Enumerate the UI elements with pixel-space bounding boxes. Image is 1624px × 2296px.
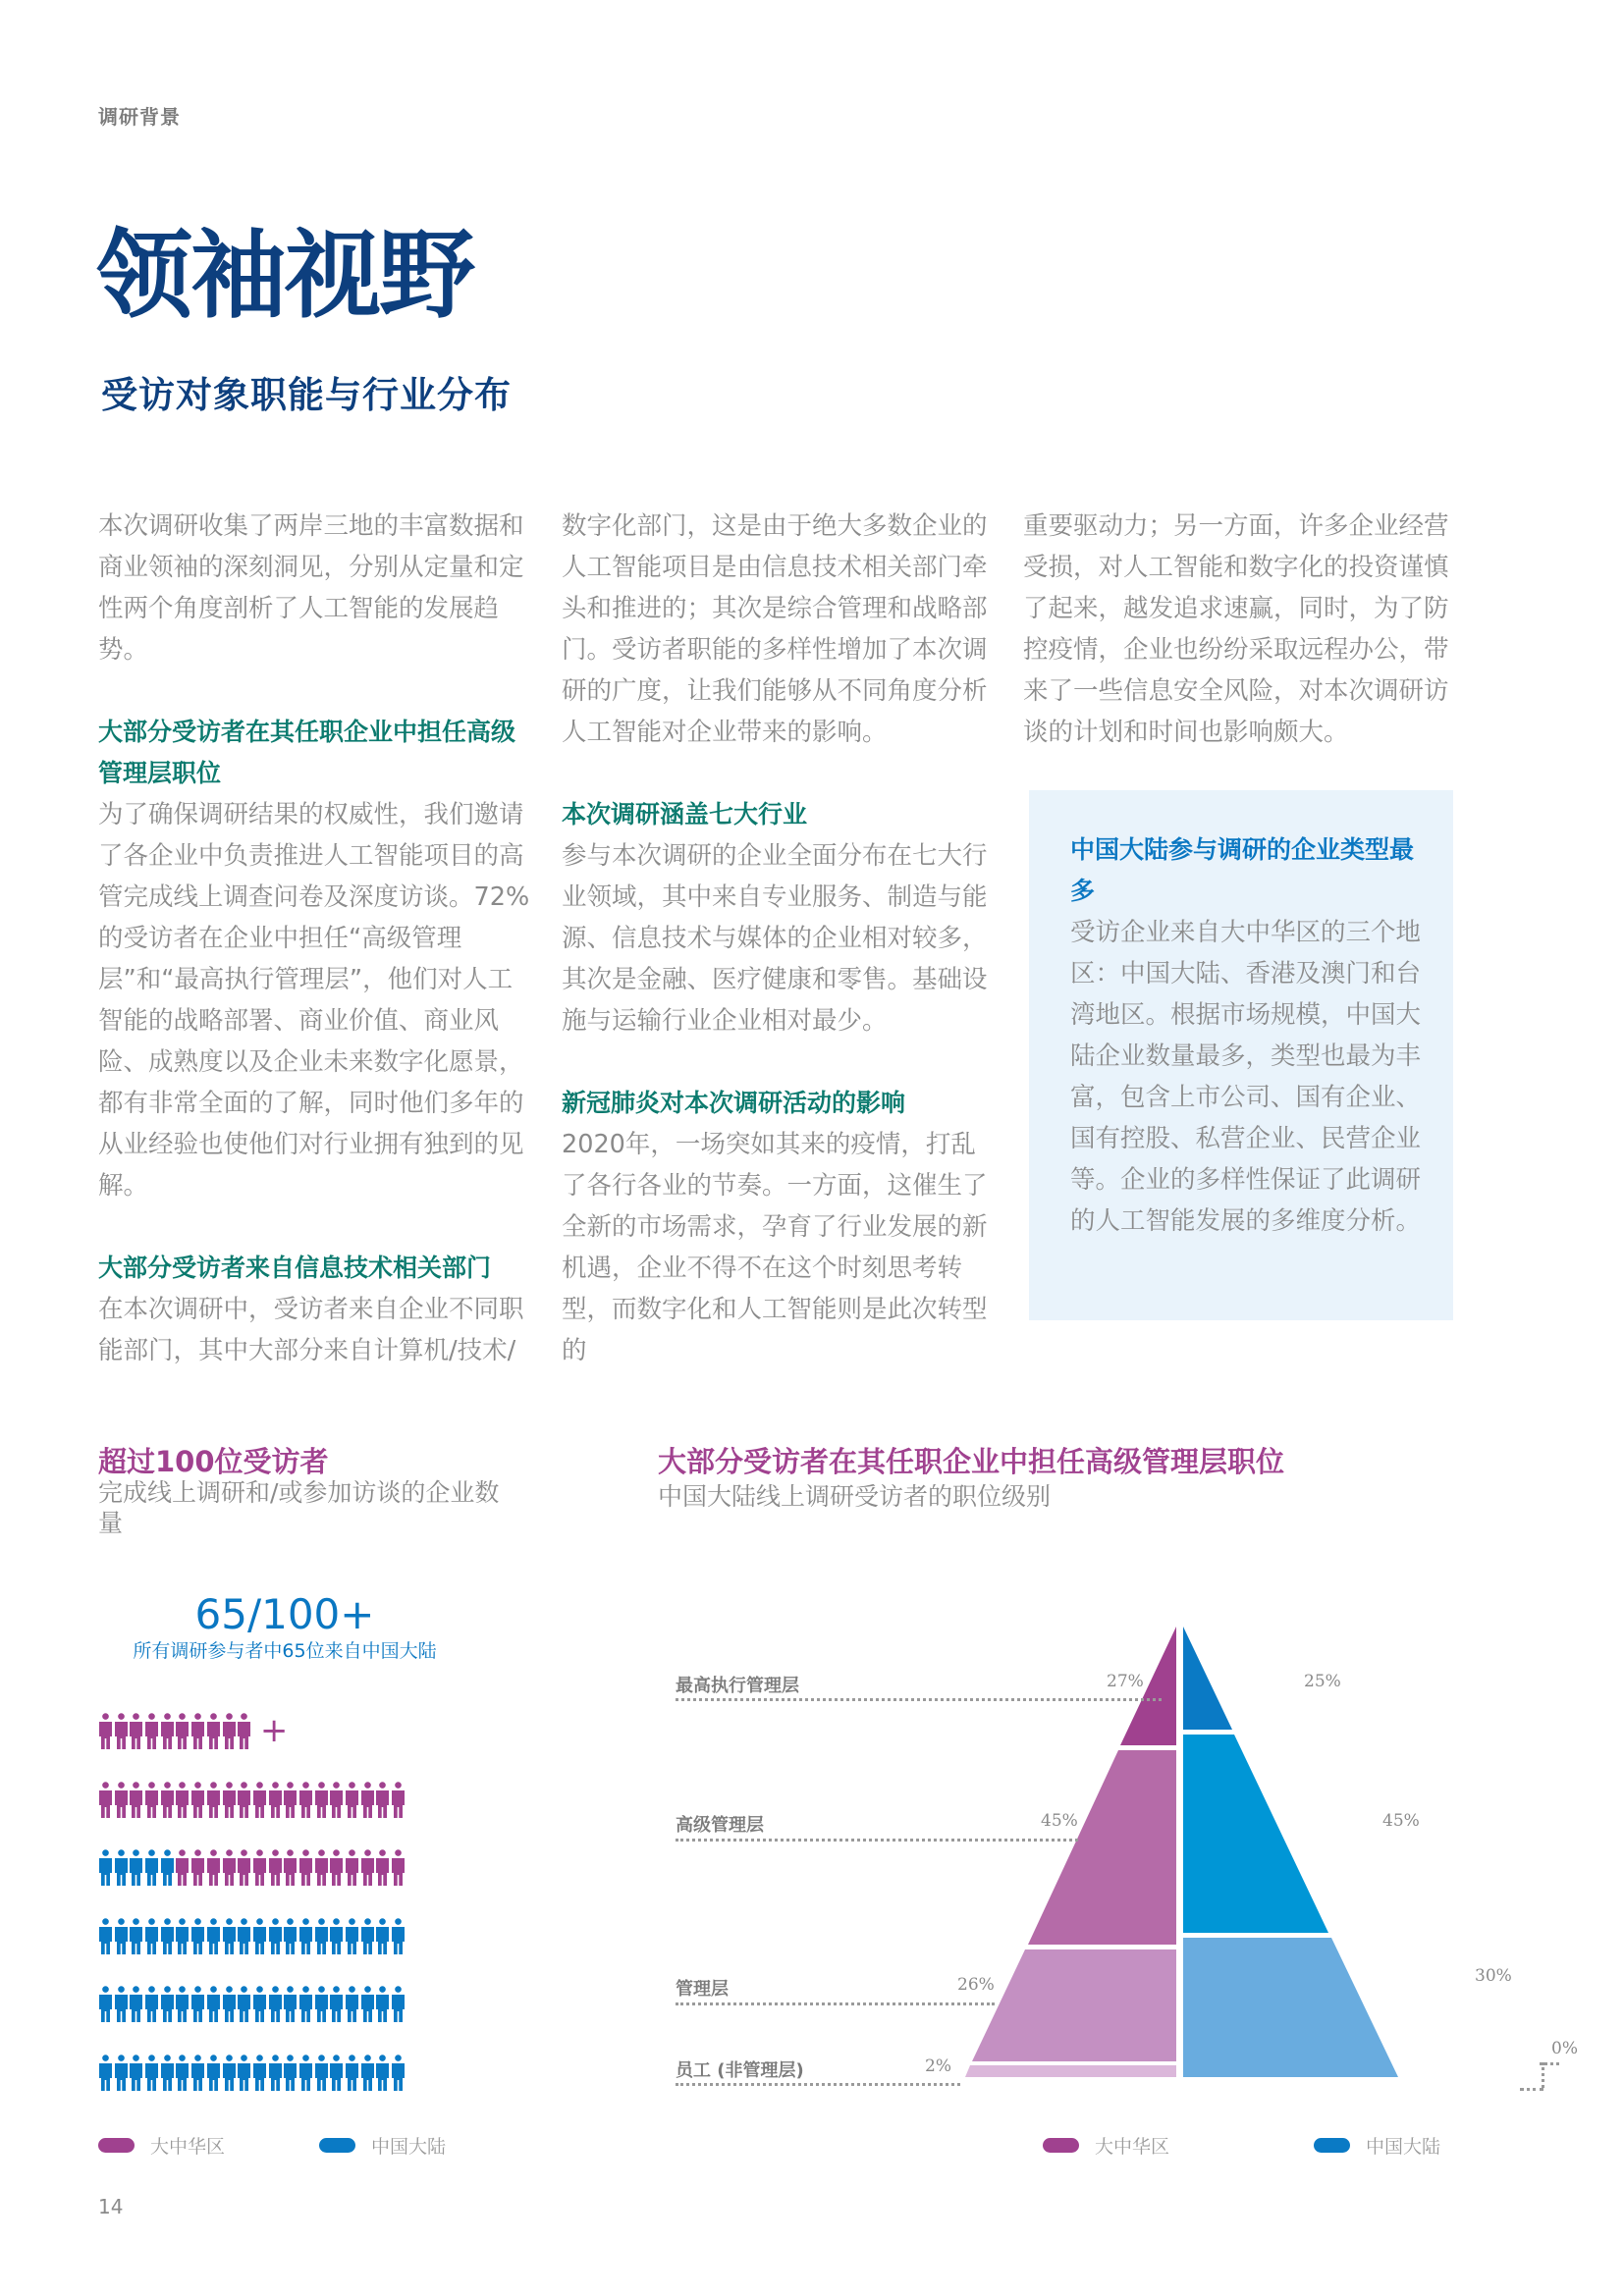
- legend-swatch-blue: [1314, 2138, 1350, 2153]
- pct-left-senior: 45%: [1041, 1811, 1078, 1831]
- legend-label: 中国大陆: [1366, 2136, 1441, 2158]
- paragraph-covid-impact: 2020年，一场突如其来的疫情，打乱了各行各业的节奏。一方面，这催生了全新的市场需求，孕育了行业发展的新机遇，企业不得不在这个时刻思考转型，而数字化和人工智能则是此次转型的: [562, 1130, 988, 1365]
- tier-leader-line: [676, 1698, 1162, 1701]
- pyramid-right-tier-1: [1183, 1627, 1232, 1730]
- pct-left-staff: 2%: [925, 2056, 951, 2076]
- pyramid-left-tier-4: [965, 2065, 1176, 2077]
- respondents-stat-caption: 所有调研参与者中65位来自中国大陆: [133, 1640, 437, 1662]
- plus-icon: +: [259, 1711, 289, 1750]
- pyramid-right-tier-3: [1183, 1938, 1398, 2077]
- pct-right-staff: 0%: [1551, 2039, 1578, 2058]
- chart-subtitle: 中国大陆线上调研受访者的职位级别: [658, 1482, 1052, 1511]
- paragraph-it-continued: 数字化部门，这是由于绝大多数企业的人工智能项目是由信息技术相关部门牵头和推进的；其次是综合管理和战略部门。受访者职能的多样性增加了本次调研的广度，让我们能够从不同角度分析人工智能对企业带来的影响。: [562, 511, 988, 747]
- paragraph-covid-continued: 重要驱动力；另一方面，许多企业经营受损，对人工智能和数字化的投资谨慎了起来，越发追求速赢，同时，为了防控疫情，企业也纷纷采取远程办公，带来了一些信息安全风险，对本次调研访谈的计划和时间也影响颇大。: [1023, 511, 1449, 747]
- pct-left-executive: 27%: [1107, 1672, 1144, 1691]
- zero-leader-line-vertical: [1542, 2062, 1544, 2088]
- heading-covid-impact: 新冠肺炎对本次调研活动的影响: [562, 1089, 906, 1117]
- legend-label: 大中华区: [1095, 2136, 1170, 2158]
- paragraph-seven-industries: 参与本次调研的企业全面分布在七大行业领域，其中来自专业服务、制造与能源、信息技术与媒体的企业相对较多，其次是金融、医疗健康和零售。基础设施与运输行业企业相对最少。: [562, 841, 988, 1036]
- pct-left-manager: 26%: [957, 1975, 995, 1995]
- heading-seven-industries: 本次调研涵盖七大行业: [562, 800, 808, 828]
- respondents-stat: 65/100+: [194, 1590, 375, 1638]
- chart-legend-greater-china: [1043, 2132, 1169, 2159]
- intro-paragraph: 本次调研收集了两岸三地的丰富数据和商业领袖的深刻洞见，分别从定量和定性两个角度剖析了人工智能的发展趋势。: [98, 511, 524, 665]
- zero-leader-line: [1520, 2088, 1543, 2091]
- heading-it-departments: 大部分受访者来自信息技术相关部门: [98, 1254, 492, 1282]
- chart-title: 大部分受访者在其任职企业中担任高级管理层职位: [658, 1445, 1285, 1478]
- legend-label: 中国大陆: [371, 2136, 447, 2158]
- heading-senior-management: 大部分受访者在其任职企业中担任高级管理层职位: [98, 718, 516, 787]
- tier-label-executive: 最高执行管理层: [676, 1676, 799, 1696]
- tier-leader-line: [676, 2083, 960, 2086]
- pyramid-left-tier-2: [1028, 1750, 1176, 1945]
- paragraph-it-departments: 在本次调研中，受访者来自企业不同职能部门，其中大部分来自计算机/技术/: [98, 1295, 524, 1365]
- page-subtitle: 受访对象职能与行业分布: [101, 374, 512, 416]
- page-number: 14: [98, 2195, 124, 2218]
- pct-right-executive: 25%: [1304, 1672, 1341, 1691]
- tier-label-manager: 管理层: [676, 1979, 729, 2000]
- tier-label-staff: 员工 (非管理层): [676, 2060, 804, 2081]
- respondents-title: 超过100位受访者: [98, 1445, 329, 1478]
- callout-title: 中国大陆参与调研的企业类型最多: [1070, 835, 1415, 905]
- pyramid-right-tier-2: [1183, 1735, 1328, 1933]
- paragraph-senior-management: 为了确保调研结果的权威性，我们邀请了各企业中负责推进人工智能项目的高管完成线上调查问卷及深度访谈。72%的受访者在企业中担任“高级管理层”和“最高执行管理层”，他们对人工智能的战略部署、商业价值、商业风险、成熟度以及企业未来数字化愿景，都有非常全面的了解，同时他们多年的从业经验也使他们对行业拥有独到的见解。: [98, 800, 530, 1201]
- chart-legend-mainland: [1314, 2132, 1440, 2159]
- tier-leader-line: [676, 1839, 1078, 1842]
- respondents-subtitle: 完成线上调研和/或参加访谈的企业数量: [98, 1478, 500, 1537]
- tier-label-senior: 高级管理层: [676, 1815, 764, 1836]
- callout-body: 受访企业来自大中华区的三个地区：中国大陆、香港及澳门和台湾地区。根据市场规模，中国大陆企业数量最多，类型也最为丰富，包含上市公司、国有企业、国有控股、私营企业、民营企业等。企业的多样性保证了此调研的人工智能发展的多维度分析。: [1070, 918, 1422, 1236]
- page-title: 领袖视野: [96, 220, 474, 332]
- tier-leader-line: [676, 2002, 995, 2005]
- pct-right-senior: 45%: [1382, 1811, 1420, 1831]
- legend-label: 大中华区: [150, 2136, 226, 2158]
- pyramid-left-tier-3: [972, 1949, 1176, 2061]
- section-label: 调研背景: [98, 105, 181, 129]
- pct-right-manager: 30%: [1475, 1966, 1512, 1986]
- legend-swatch-purple: [1043, 2138, 1079, 2153]
